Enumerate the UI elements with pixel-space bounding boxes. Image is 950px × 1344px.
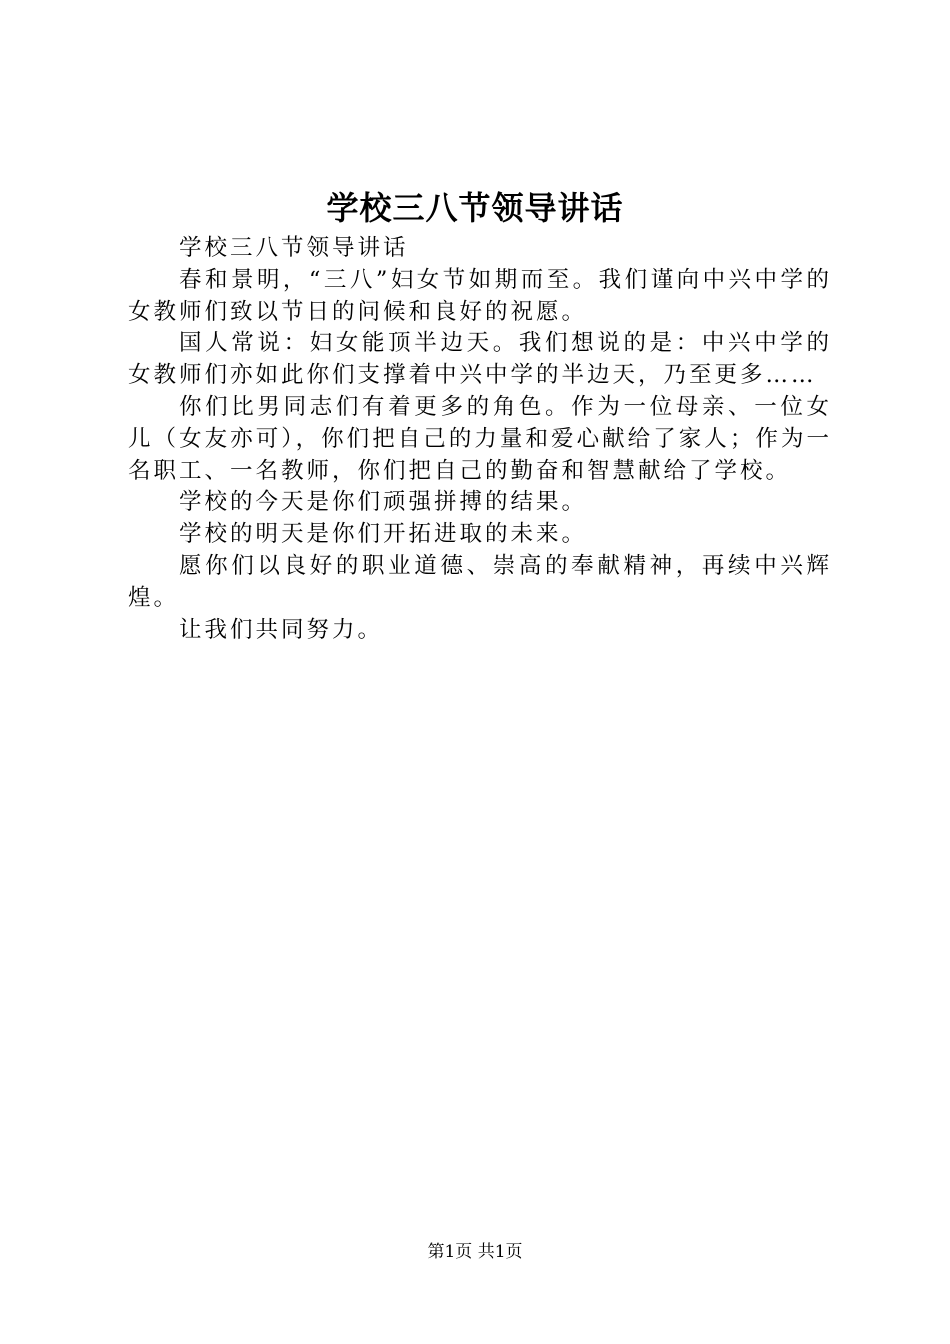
document-body — [128, 233, 832, 646]
paragraph: 学校的明天是你们开拓进取的未来。 — [179, 521, 588, 548]
page-footer: 第1页 共1页 — [427, 1242, 523, 1262]
paragraph: 春和景明，“三八”妇女节如期而至。我们谨向中兴中学的女教师们致以节日的问候和良好的祝愿。 — [128, 266, 832, 325]
paragraph: 你们比男同志们有着更多的角色。作为一位母亲、一位女儿（女友亦可），你们把自己的力量和爱心献给了家人；作为一名职工、一名教师，你们把自己的勤奋和智慧献给了学校。 — [128, 393, 832, 484]
paragraph: 学校三八节领导讲话 — [179, 235, 409, 261]
paragraph: 让我们共同努力。 — [179, 616, 384, 643]
paragraph: 愿你们以良好的职业道德、崇高的奉献精神，再续中兴辉煌。 — [128, 552, 832, 611]
paragraph: 国人常说：妇女能顶半边天。我们想说的是：中兴中学的女教师们亦如此你们支撑着中兴中学的半边天，乃至更多…… — [128, 330, 832, 389]
document-title: 学校三八节领导讲话 — [326, 189, 624, 227]
paragraph: 学校的今天是你们顽强拼搏的结果。 — [179, 489, 588, 516]
